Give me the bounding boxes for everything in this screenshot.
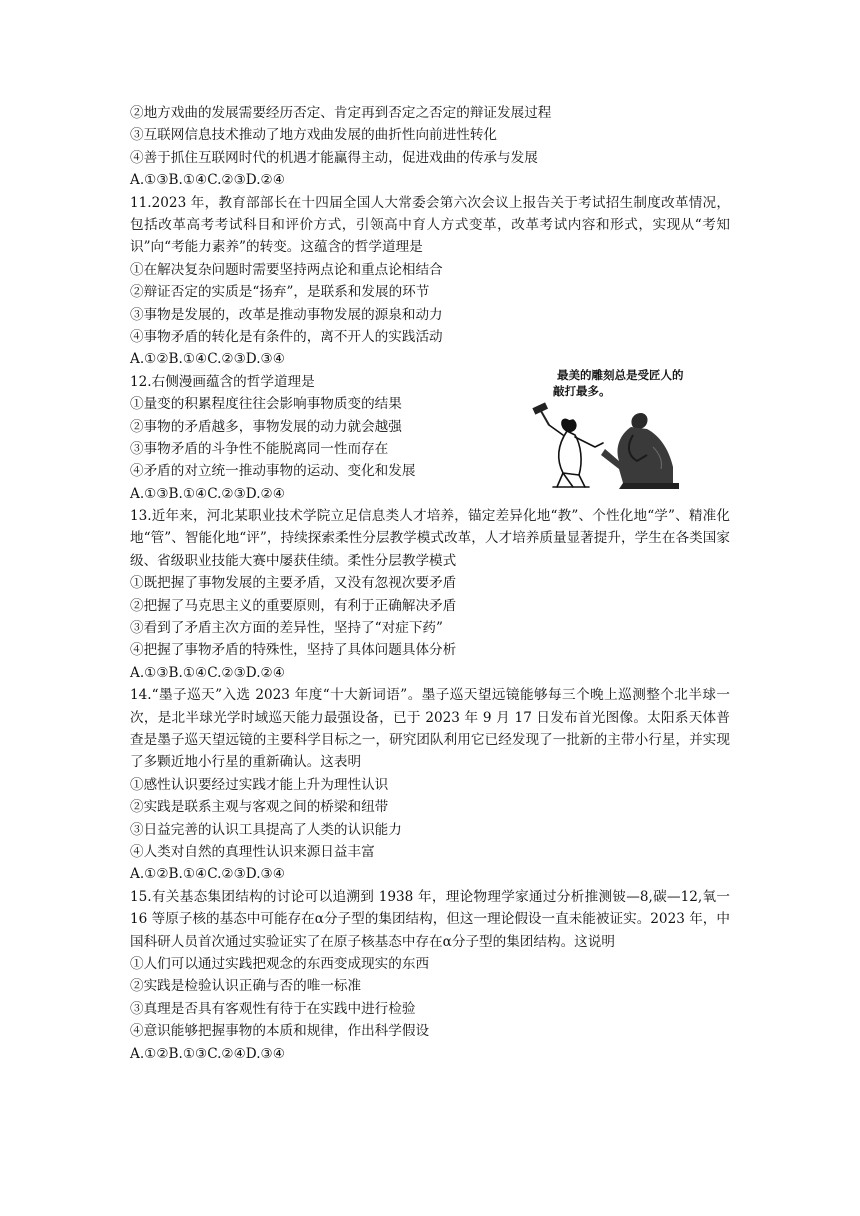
q13-stem: 13.近年来，河北某职业技术学院立足信息类人才培养，锚定差异化地“教”、个性化地“学”、精准化地“管”、智能化地“评”，持续探索柔性分层教学模式改革，人才培养质量显著提升，学生在各类国家级、省级职业技能大赛中屡获佳绩。柔性分层教学模式 — [130, 508, 730, 569]
q11-option-4: ④事物矛盾的转化是有条件的，离不开人的实践活动 — [130, 328, 443, 345]
q10-answer-choices: A.①③B.①④C.②③D.②④ — [130, 172, 285, 189]
q10-option-4: ④善于抓住互联网时代的机遇才能赢得主动，促进戏曲的传承与发展 — [130, 149, 538, 166]
q15-option-1: ①人们可以通过实践把观念的东西变成现实的东西 — [130, 956, 430, 973]
q11-answer-choices: A.①②B.①④C.②③D.③④ — [130, 351, 285, 368]
q10-option-2: ②地方戏曲的发展需要经历否定、肯定再到否定之否定的辩证发展过程 — [130, 105, 552, 121]
q12-answer-choices: A.①③B.①④C.②③D.②④ — [130, 485, 285, 502]
cartoon-caption-line2: 敲打最多。 — [553, 383, 611, 398]
q11-option-1: ①在解决复杂问题时需要坚持两点论和重点论相结合 — [130, 261, 443, 278]
question-12 — [130, 367, 730, 505]
q15-answer-choices: A.①②B.①③C.②④D.③④ — [130, 1045, 285, 1062]
q12-option-1: ①量变的积累程度往往会影响事物质变的结果 — [130, 396, 402, 413]
hammer-icon — [532, 402, 549, 425]
question-13 — [130, 505, 730, 684]
thinker-statue — [601, 413, 679, 489]
q12-option-3: ③事物矛盾的斗争性不能脱离同一性而存在 — [130, 440, 389, 457]
q10-option-3: ③互联网信息技术推动了地方戏曲发展的曲折性向前进性转化 — [130, 127, 498, 144]
q12-option-4: ④矛盾的对立统一推动事物的运动、变化和发展 — [130, 463, 416, 480]
question-11 — [130, 192, 730, 371]
q15-option-2: ②实践是检验认识正确与否的唯一标准 — [130, 978, 362, 995]
q14-option-1: ①感性认识要经过实践才能上升为理性认识 — [130, 776, 389, 793]
exam-page — [130, 102, 730, 1065]
q12-option-2: ②事物的矛盾越多，事物发展的动力就会越强 — [130, 418, 402, 435]
q13-option-1: ①既把握了事物发展的主要矛盾，又没有忽视次要矛盾 — [130, 575, 457, 592]
q13-option-4: ④把握了事物矛盾的特殊性，坚持了具体问题具体分析 — [130, 642, 457, 659]
q13-option-3: ③看到了矛盾主次方面的差异性，坚持了“对症下药” — [130, 620, 443, 637]
q15-option-4: ④意识能够把握事物的本质和规律，作出科学假设 — [130, 1023, 430, 1040]
question-10 — [130, 102, 730, 192]
question-15 — [130, 886, 730, 1065]
q14-stem: 14.“墨子巡天”入选 2023 年度“十大新词语”。墨子巡天望远镜能够每三个晚上巡测整个北半球一次，是北半球光学时域巡天能力最强设备，已于 2023 年 9 月 17 日发布首光图像。太阳系天体普查是墨子巡天望远镜的主要科学目标之一，研究团队利用它已经发现了一批新的主带小行星，并实现了多颗近地小行星的重新确认。这表明 — [130, 687, 730, 771]
q14-option-3: ③日益完善的认识工具提高了人类的认识能力 — [130, 821, 402, 838]
q13-option-2: ②把握了马克思主义的重要原则，有利于正确解决矛盾 — [130, 597, 457, 614]
q15-option-3: ③真理是否具有客观性有待于在实践中进行检验 — [130, 1000, 416, 1017]
q14-answer-choices: A.①②B.①④C.②③D.③④ — [130, 866, 285, 883]
q13-answer-choices: A.①③B.①④C.②③D.②④ — [130, 664, 285, 681]
q14-option-4: ④人类对自然的真理性认识来源日益丰富 — [130, 844, 375, 861]
q11-option-2: ②辩证否定的实质是“扬弃”，是联系和发展的环节 — [130, 284, 430, 301]
q11-stem: 11.2023 年，教育部部长在十四届全国人大常委会第六次会议上报告关于考试招生制度改革情况，包括改革高考考试科目和评价方式，引领高中育人方式变革，改革考试内容和形式，实现从“考知识”向“考能力素养”的转变。这蕴含的哲学道理是 — [130, 194, 730, 256]
sculptor-figure — [549, 419, 603, 487]
sculptor-cartoon — [523, 365, 719, 491]
question-14 — [130, 684, 730, 886]
q12-stem: 12.右侧漫画蕴含的哲学道理是 — [130, 373, 315, 390]
q11-option-3: ③事物是发展的，改革是推动事物发展的源泉和动力 — [130, 306, 443, 323]
q14-option-2: ②实践是联系主观与客观之间的桥梁和纽带 — [130, 799, 389, 816]
q15-stem: 15.有关基态集团结构的讨论可以追溯到 1938 年，理论物理学家通过分析推测铍—8,碳—12,氧一 16 等原子核的基态中可能存在α分子型的集团结构，但这一理论假设一直未能被证实。2023 年，中国科研人员首次通过实验证实了在原子核基态中存在α分子型的集团结构。这说明 — [130, 888, 730, 950]
cartoon-caption-line1: 最美的雕刻总是受匠人的 — [557, 367, 684, 382]
